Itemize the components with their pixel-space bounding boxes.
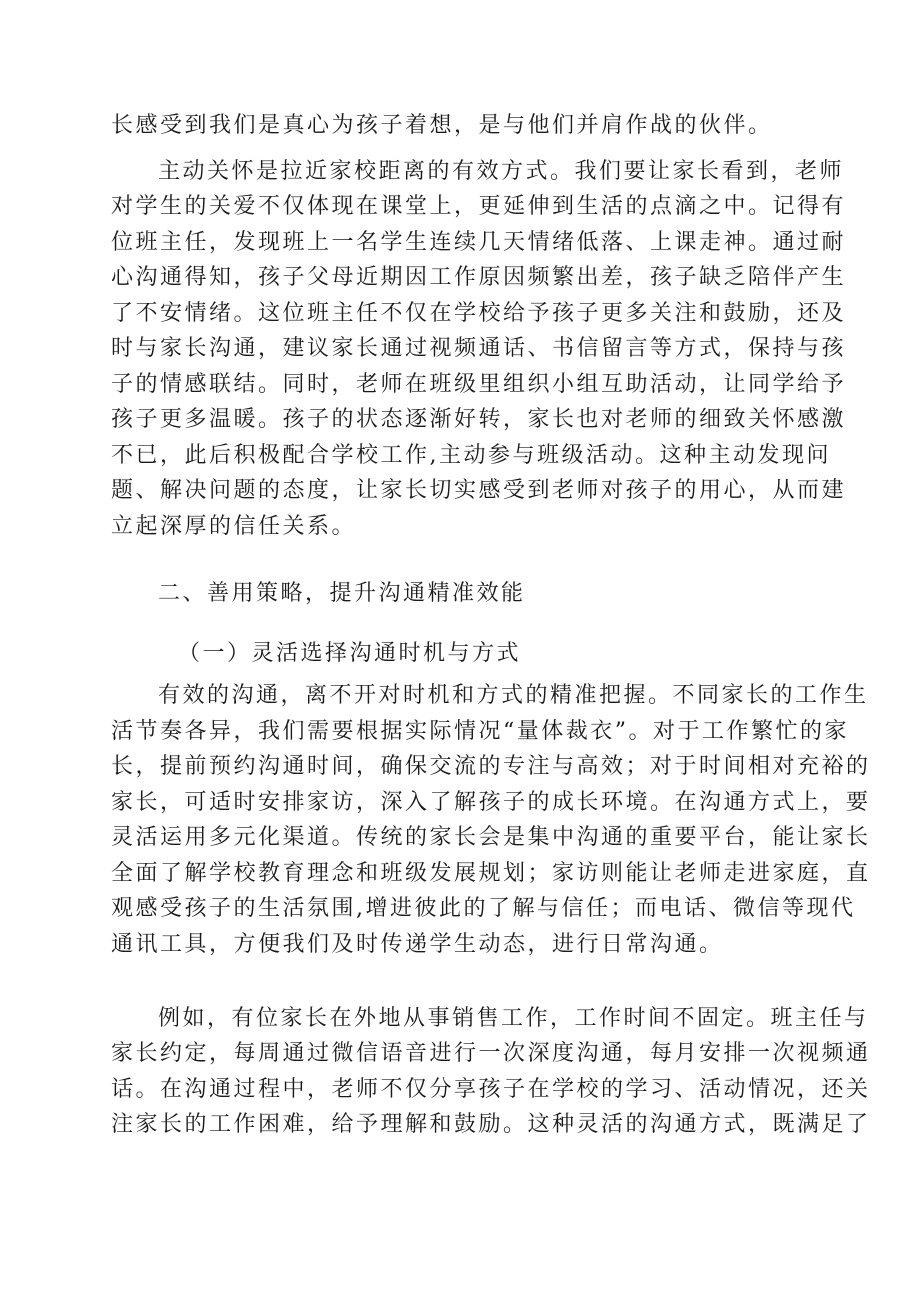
paragraph-1-line-1: 长感受到我们是真心为孩子着想，是与他们并肩作战的伙伴。 — [111, 113, 773, 138]
paragraph-2-line-8: 孩子更多温暖。孩子的状态逐渐好转，家长也对老师的细致关怀感激 — [111, 407, 847, 432]
paragraph-3-line-4: 家长，可适时安排家访，深入了解孩子的成长环境。在沟通方式上，要 — [111, 790, 871, 815]
paragraph-3-line-3: 长，提前预约沟通时间，确保交流的专注与高效；对于时间相对充裕的 — [111, 754, 871, 779]
subsection-heading: （一）灵活选择沟通时机与方式 — [178, 641, 522, 666]
paragraph-2-line-3: 位班主任，发现班上一名学生连续几天情绪低落、上课走神。通过耐 — [111, 230, 847, 255]
paragraph-2-line-1: 主动关怀是拉近家校距离的有效方式。我们要让家长看到，老师 — [158, 159, 845, 184]
paragraph-2-line-2: 对学生的关爱不仅体现在课堂上，更延伸到生活的点滴之中。记得有 — [111, 194, 847, 219]
paragraph-3-line-5: 灵活运用多元化渠道。传统的家长会是集中沟通的重要平台，能让家长 — [111, 825, 871, 850]
paragraph-4-line-1: 例如，有位家长在外地从事销售工作，工作时间不固定。班主任与 — [158, 1006, 869, 1031]
paragraph-2-line-10: 题、解决问题的态度，让家长切实感受到老师对孩子的用心，从而建 — [111, 478, 847, 503]
paragraph-2-line-5: 了不安情绪。这位班主任不仅在学校给予孩子更多关注和鼓励，还及 — [111, 301, 847, 326]
paragraph-2-line-9: 不已，此后积极配合学校工作,主动参与班级活动。这种主动发现问 — [111, 443, 831, 468]
paragraph-3-line-8: 通讯工具，方便我们及时传递学生动态，进行日常沟通。 — [111, 932, 724, 957]
paragraph-2-line-7: 子的情感联结。同时，老师在班级里组织小组互助活动，让同学给予 — [111, 372, 847, 397]
paragraph-3-line-1: 有效的沟通，离不开对时机和方式的精准把握。不同家长的工作生 — [158, 683, 869, 708]
paragraph-2-line-11: 立起深厚的信任关系。 — [111, 514, 357, 539]
paragraph-3-line-6: 全面了解学校教育理念和班级发展规划；家访则能让老师走进家庭，直 — [111, 861, 871, 886]
paragraph-2-line-4: 心沟通得知，孩子父母近期因工作原因频繁出差，孩子缺乏陪伴产生 — [111, 265, 847, 290]
paragraph-4-line-2: 家长约定，每周通过微信语音进行一次深度沟通，每月安排一次视频通 — [111, 1041, 871, 1066]
paragraph-4-line-4: 注家长的工作困难，给予理解和鼓励。这种灵活的沟通方式，既满足了 — [111, 1112, 871, 1137]
paragraph-2-line-6: 时与家长沟通，建议家长通过视频通话、书信留言等方式，保持与孩 — [111, 336, 847, 361]
paragraph-4-line-3: 话。在沟通过程中，老师不仅分享孩子在学校的学习、活动情况，还关 — [111, 1077, 871, 1102]
paragraph-3-line-7: 观感受孩子的生活氛围,增进彼此的了解与信任；而电话、微信等现代 — [111, 896, 856, 921]
paragraph-3-line-2: 活节奏各异，我们需要根据实际情况“量体裁衣”。对于工作繁忙的家 — [111, 719, 849, 744]
section-heading: 二、善用策略，提升沟通精准效能 — [158, 581, 526, 606]
